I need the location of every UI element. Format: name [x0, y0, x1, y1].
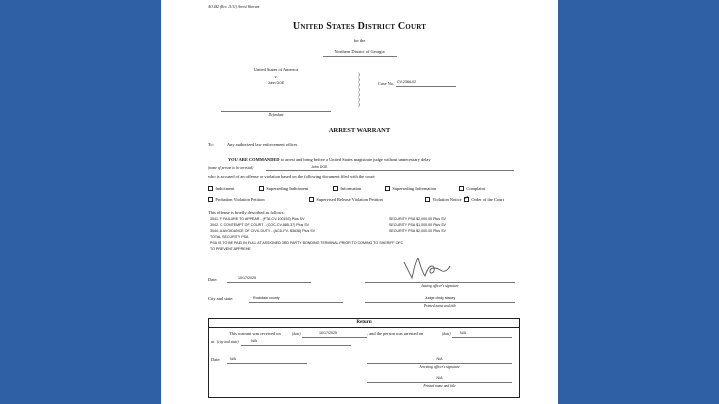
doc-indictment[interactable]: Indictment: [208, 186, 234, 192]
issuing-signature-label: Issuing officer's signature: [421, 284, 459, 288]
warrant-page: [161, 0, 558, 404]
to-label: To:: [208, 142, 214, 147]
return-title: Return: [209, 319, 519, 328]
doc-superseding-information[interactable]: Superseding Information: [385, 186, 436, 192]
doc-violation-notice[interactable]: Violation Notice: [425, 197, 462, 203]
offense-2-security: SECURITY PSA $1,000.00 Plus SV: [389, 223, 446, 227]
arresting-officer-value: N/A: [436, 357, 443, 361]
issuing-signature-line: [365, 282, 515, 283]
arresting-signature-line: [367, 363, 512, 364]
signature-image: [398, 254, 456, 282]
return-section: [208, 318, 520, 398]
received-text: This warrant was received on: [229, 331, 281, 336]
doc-order-of-court[interactable]: ✓ Order of the Court: [464, 197, 504, 203]
judge-underline: [365, 302, 515, 303]
complaint-checkbox[interactable]: [459, 186, 464, 191]
offense-3-description: 3044. A AVOIDANCE OF CIVIL DUTY - (ACD-FV- $3638) Plus SV: [210, 229, 315, 233]
person-label: (name of person to be arrested): [208, 166, 254, 170]
return-printed-value: N/A: [436, 376, 443, 380]
court-title: United States District Court: [292, 21, 427, 32]
payment-line-2: TO PREVENT APPREHE: [210, 247, 251, 251]
commanded-line: [228, 157, 431, 162]
form-id: AO 442 (Rev. 11/11) Arrest Warrant: [208, 5, 260, 9]
violation-notice-checkbox[interactable]: [425, 197, 430, 202]
arrest-warrant-heading: ARREST WARRANT: [328, 127, 391, 134]
to-text: Any authorized law enforcement officer: [227, 142, 298, 147]
doc-superseding-indictment[interactable]: Superseding Indictment: [259, 186, 308, 192]
superseding-information-checkbox[interactable]: [385, 186, 390, 191]
doc-supervised-release[interactable]: Supervised Release Violation Petition: [309, 197, 383, 203]
person-name: John DOE: [311, 165, 328, 169]
date-underline: [227, 282, 311, 283]
printed-name-label: Printed name and title: [423, 304, 457, 308]
offense-1-description: 3041. F FAILURE TO APPEAR - (FTA-CV-100153) Plus SV: [210, 217, 305, 221]
received-date-hint: (date): [292, 332, 301, 336]
arresting-signature-label: Arresting officer's signature: [419, 365, 460, 369]
judge-name: Judge cindy stacey: [424, 296, 456, 300]
received-date-underline: [302, 337, 367, 338]
arrested-date: N/A: [460, 331, 466, 335]
information-checkbox[interactable]: [333, 186, 338, 191]
for-the: for the: [353, 38, 366, 43]
accused-text: who is accused of an offense or violation based on the following document filed with the court:: [208, 174, 376, 179]
date-value: 10/17/2025: [238, 276, 256, 280]
caption-underline: [221, 111, 331, 112]
district-name: Northern District of Georgia: [334, 49, 385, 54]
person-underline: [266, 170, 514, 171]
at-underline: [241, 345, 351, 346]
case-no-underline: [396, 86, 456, 87]
received-date: 10/17/2025: [319, 331, 337, 335]
return-date-label: Date:: [211, 357, 221, 362]
caption-bracket: ) ) ) ) ) ) ): [358, 73, 360, 108]
return-printed-line: [367, 382, 512, 383]
arrested-date-hint: (date): [442, 332, 451, 336]
at-label: at: [211, 339, 215, 344]
return-date-value: N/A: [230, 357, 236, 361]
total-security: TOTAL SECURITY PSA: [210, 235, 249, 239]
order-of-court-checkbox[interactable]: [464, 197, 469, 202]
city-underline: [249, 302, 343, 303]
offense-3-security: SECURITY PSA $2,000.00 Plus SV: [389, 229, 446, 233]
indictment-checkbox[interactable]: [208, 186, 213, 191]
return-printed-label: Printed name and title: [423, 384, 456, 388]
city-value: Rockdale county: [253, 296, 280, 300]
return-at-value: N/A: [251, 339, 257, 343]
plaintiff: United States of America: [253, 67, 299, 72]
arrested-text: , and the person was arrested on: [367, 331, 424, 336]
versus: v.: [274, 74, 278, 79]
superseding-indictment-checkbox[interactable]: [259, 186, 264, 191]
doc-complaint[interactable]: Complaint: [459, 186, 485, 192]
offense-2-description: 3042. C CONTEMPT OF COURT - (COC-CV-885-37) Plus SV: [210, 223, 310, 227]
district-underline: [323, 56, 397, 57]
defendant-label: Defendant: [268, 113, 284, 117]
commanded-text: to arrest and bring before a United States magistrate judge without unnecessary delay: [280, 157, 431, 162]
commanded-bold: YOU ARE COMMANDED: [228, 157, 280, 162]
offense-intro: This offense is briefly described as follows:: [208, 210, 285, 215]
city-label: City and state:: [208, 296, 234, 301]
payment-line-1: PSA IS TO BE PAID IN FULL AT ASSIGNED 3RD PARTY BONDING TERMINAL PRIOR TO COMING TO SHERIFF OFC: [210, 241, 404, 245]
return-date-underline: [227, 363, 307, 364]
doc-information[interactable]: Information: [333, 186, 361, 192]
offense-1-security: SECURITY PSA $2,000.00 Plus SV: [389, 217, 446, 221]
doc-probation-violation[interactable]: Probation Violation Petition: [208, 197, 265, 203]
probation-violation-checkbox[interactable]: [208, 197, 213, 202]
case-no: CV-2366-02: [397, 80, 417, 84]
supervised-release-checkbox[interactable]: [309, 197, 314, 202]
case-no-label: Case No.: [378, 81, 395, 86]
date-label: Date:: [208, 277, 218, 282]
arrested-date-underline: [452, 337, 512, 338]
city-hint: (city and state): [217, 340, 239, 344]
defendant-name: John DOE: [267, 81, 285, 85]
